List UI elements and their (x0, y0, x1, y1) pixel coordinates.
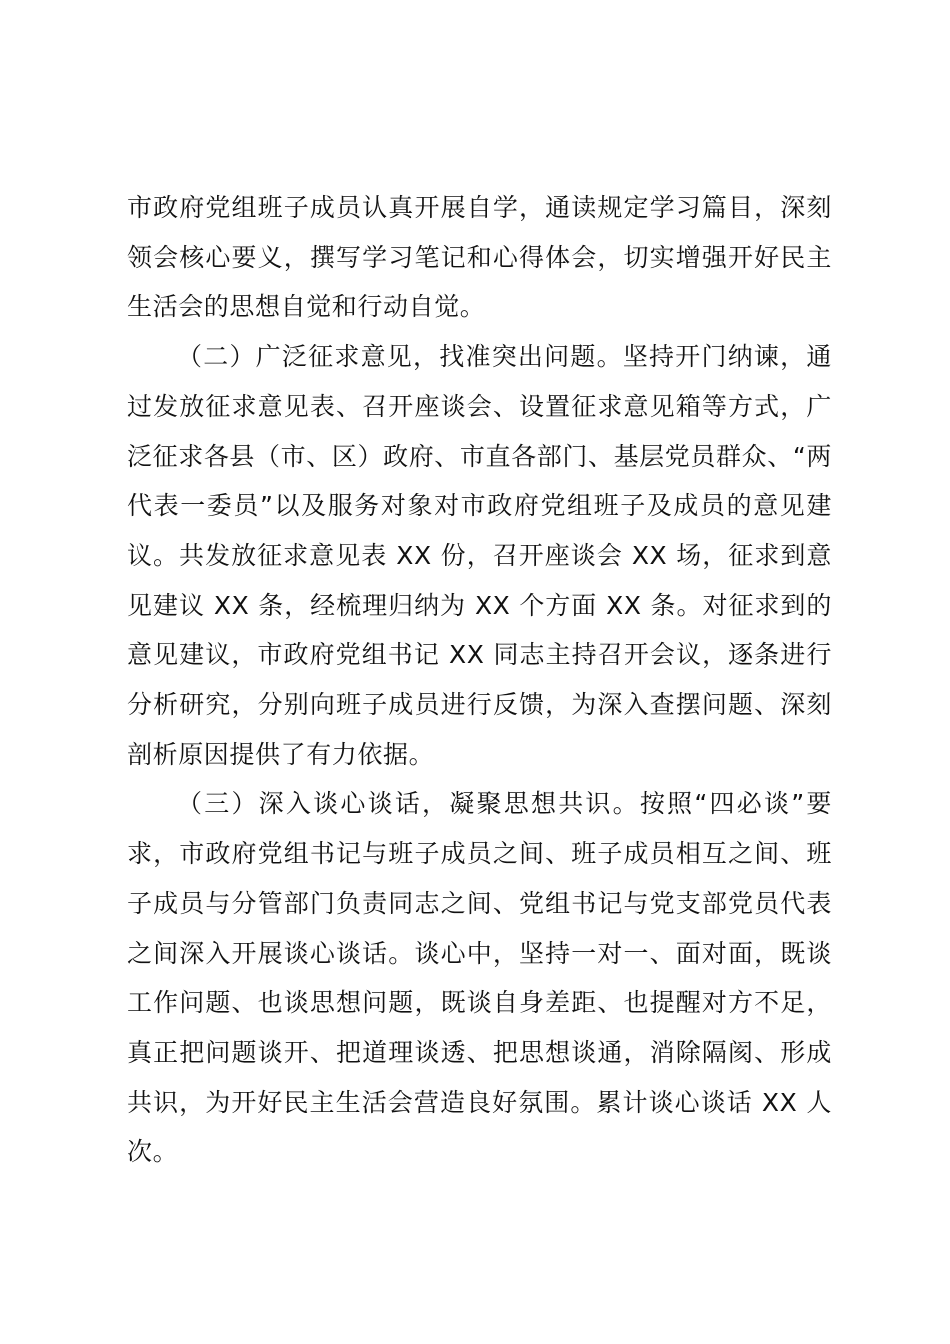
paragraph-self-study: 市政府党组班子成员认真开展自学，通读规定学习篇目，深刻领会核心要义，撰写学习笔记和心得体会，切实增强开好民主生活会的思想自觉和行动自觉。 (127, 193, 832, 322)
paragraph-heart-to-heart-talks: （三）深入谈心谈话，凝聚思想共识。按照“四必谈”要求，市政府党组书记与班子成员之间、班子成员相互之间、班子成员与分管部门负责同志之间、党组书记与党支部党员代表之间深入开展谈心谈话。谈心中，坚持一对一、面对面，既谈工作问题、也谈思想问题，既谈自身差距、也提醒对方不足，真正把问题谈开、把道理谈透、把思想谈通，消除隔阂、形成共识，为开好民主生活会营造良好氛围。累计谈心谈话 XX 人次。 (127, 789, 832, 1167)
paragraph-solicit-opinions: （二）广泛征求意见，找准突出问题。坚持开门纳谏，通过发放征求意见表、召开座谈会、设置征求意见箱等方式，广泛征求各县（市、区）政府、市直各部门、基层党员群众、“两代表一委员”以及服务对象对市政府党组班子及成员的意见建议。共发放征求意见表 XX 份，召开座谈会 XX 场，征求到意见建议 XX 条，经梳理归纳为 XX 个方面 XX 条。对征求到的意见建议，市政府党组书记 XX 同志主持召开会议，逐条进行分析研究，分别向班子成员进行反馈，为深入查摆问题、深刻剖析原因提供了有力依据。 (127, 342, 832, 769)
document-body (127, 183, 832, 1177)
